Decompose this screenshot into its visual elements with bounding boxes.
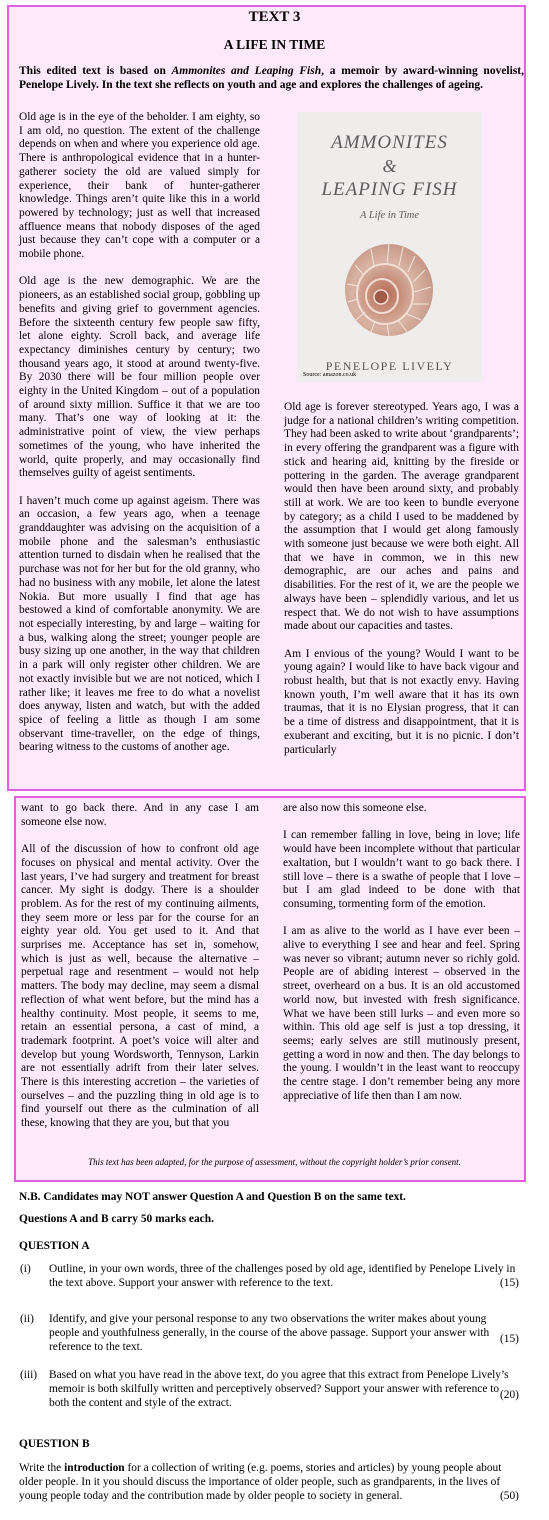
question-text: Outline, in your own words, three of the challenges posed by old age, identified by Penelope Lively in the text above. Support your answer with reference to the text. xyxy=(49,1263,516,1289)
text-number-heading: TEXT 3 xyxy=(248,9,301,25)
question-b-bold: introduction xyxy=(64,1462,125,1474)
ammonite-shell-icon xyxy=(341,232,437,342)
intro-suffix: , a memoir by award-winning novelist, Penelope Lively. In the text she reflects on youth and age and explores the challenges of ageing. xyxy=(19,65,524,91)
paragraph: I haven’t much come up against ageism. There was an occasion, a few years ago, when a teenage granddaughter was advising on the acquisition of a mobile phone and the salesman’s enthusiastic attention turned to disdain when he realised that the purchase was not for her but for the old granny, who had no business with any mobile, let alone the latest Nokia. But more usually I find that age has bestowed a kind of comfortable anonymity. We are not especially interesting, by and large – waiting for a bus, walking along the street; younger people are busy sizing up one another, in the way that children in a park will only register other children. We are not exactly invisible but we are not noticed, which I rather like; it leaves me free to do what a novelist does anyway, listen and watch, but with the added spice of feeling a little as though I am some observant time-traveller, on the edge of things, bearing witness to the customs of another age. xyxy=(19,494,260,754)
column-3 xyxy=(21,802,259,1145)
column-2 xyxy=(284,401,519,787)
question-marks: (15) xyxy=(500,1333,519,1345)
page-title: A LIFE IN TIME xyxy=(223,37,326,52)
question-number: (iii) xyxy=(20,1369,38,1381)
book-cover-ampersand: & xyxy=(382,156,397,176)
column-4 xyxy=(283,802,520,1117)
image-source-caption: Source: amazon.co.uk xyxy=(303,372,357,378)
paragraph: want to go back there. And in any case I am someone else now. xyxy=(21,802,259,828)
marks-instruction: Questions A and B carry 50 marks each. xyxy=(19,1213,214,1225)
book-cover-subtitle: A Life in Time xyxy=(359,210,420,221)
paragraph: Am I envious of the young? Would I want to be young again? I would like to have back vigour and robust health, but that is not exactly envy. Having known youth, I’m well aware that it has its own traumas, that it is no Elysian progress, that it can be a time of distress and disappointment, that it is exuberant and exciting, but it is no picnic. I don’t particularly xyxy=(284,647,519,756)
book-cover-title-line1: AMMONITES xyxy=(331,132,448,153)
book-cover-image xyxy=(297,112,482,382)
question-text: Based on what you have read in the above text, do you agree that this extract from Penelope Lively’s memoir is both skilfully written and perceptively observed? Support your answer with reference to both the content and style of the extract. xyxy=(49,1369,509,1409)
paragraph: Old age is forever stereotyped. Years ago, I was a judge for a national children’s writing competition. They had been asked to write about ‘grandparents’; in every offering the grandparent was a figure with stick and hearing aid, knitting by the fireside or pottering in the garden. The average grandparent would then have been around sixty, and probably still at work. We are too keen to bundle everyone by category; as a child I used to be maddened by the assumption that I would get along famously with someone just because we were both eight. All that we have in common, we in this new demographic, are our aches and pains and disabilities. For the rest of it, we are the people we always have been – splendidly various, and let us respect that. We do not wish to have assumptions made about our capacities and tastes. xyxy=(284,401,519,633)
question-b-suffix: for a collection of writing (e.g. poems, stories and articles) by young people about older people. In it you should discuss the importance of older people, such as grandparents, in the lives of young people today and the contribution made by older people to society in general. xyxy=(19,1462,502,1502)
question-marks: (20) xyxy=(500,1389,519,1401)
intro-book-title: Ammonites and Leaping Fish xyxy=(171,65,322,77)
paragraph: are also now this someone else. xyxy=(283,802,427,814)
intro-paragraph xyxy=(19,64,524,92)
question-marks: (50) xyxy=(500,1490,519,1502)
question-a-heading: QUESTION A xyxy=(19,1240,90,1252)
intro-prefix: This edited text is based on xyxy=(19,65,172,77)
paragraph: Old age is the new demographic. We are the pioneers, as an established social group, gobbling up benefits and giving grief to government agencies. Before the sixteenth century few people saw fifty, let alone eighty. Scroll back, and average life expectancy diminishes century by century; two thousand years ago, it stood at around twenty-five. By 2030 there will be four million people over eighty in the United Kingdom – out of a population of around sixty million. Suffice it that we are too many. That’s one way of looking at it: the administrative point of view, the view perhaps sometimes of the young, who have inherited the world, quite properly, and may occasionally find themselves guilty of ageist sentiments. xyxy=(19,275,260,480)
paragraph: All of the discussion of how to confront old age focuses on physical and mental activity. Over the last years, I’ve had surgery and treatment for breast cancer. My sight is dodgy. There is a shoulder problem. As for the rest of my continuing ailments, they seem more or less par for the course for an eighty year old. You get used to it. And that surprises me. Acceptance has set in, somehow, which is just as well, because the alternative – perpetual rage and resentment – would not help matters. The body may decline, may seem a dismal reflection of what went before, but the mind has a healthy continuity. Most people, it seems to me, retain an essential persona, a cast of mind, a trademark footprint. A poet’s voice will alter and develop but young Wordsworth, Tennyson, Larkin are not essentially adrift from their later selves. There is this interesting accretion – the varieties of ourselves – and the puzzling thing in old age is to find yourself out there as the culmination of all these, knowing that they are you, but that you xyxy=(21,843,259,1130)
nb-instruction: N.B. Candidates may NOT answer Question A and Question B on the same text. xyxy=(19,1191,406,1203)
paragraph: Old age is in the eye of the beholder. I am eighty, so I am old, no question. The extent of the challenge depends on when and where you experience old age. There is anthropological evidence that in a hunter-gatherer society the old are valued simply for experience, their bank of hunter-gatherer knowledge. Things aren’t quite like this in a world powered by technology; just as well that increased affluence means that nobody disposes of the aged just because they can’t cope with a computer or a mobile phone. xyxy=(19,111,260,261)
column-1 xyxy=(19,111,260,769)
book-cover-title-line2: LEAPING FISH xyxy=(321,179,458,200)
copyright-disclaimer: This text has been adapted, for the purpose of assessment, without the copyright holder’s prior consent. xyxy=(88,1157,461,1167)
paragraph: I am as alive to the world as I have ever been – alive to everything I see and hear and feel. Spring was never so vibrant; autumn never so richly gold. People are of abiding interest – observed in the street, overheard on a bus. It is an old accustomed world now, but invested with fresh significance. What we have been still lurks – and even more so within. This old age self is just a top dressing, it seems; early selves are still mutinously present, getting a word in now and then. The day belongs to the young. I wouldn’t in the least want to reoccupy the centre stage. I don’t remember being any more appreciative of life then than I am now. xyxy=(283,925,520,1102)
question-marks: (15) xyxy=(500,1277,519,1289)
question-number: (i) xyxy=(20,1263,31,1275)
question-b-heading: QUESTION B xyxy=(19,1438,90,1450)
question-number: (ii) xyxy=(20,1313,34,1325)
question-b-text xyxy=(19,1462,524,1503)
question-text: Identify, and give your personal response to any two observations the writer makes about young people and youthfulness generally, in the course of the above passage. Support your answer with reference to the text. xyxy=(49,1313,490,1353)
paragraph: I can remember falling in love, being in love; life would have been incomplete without that particular exaltation, but I wouldn’t want to go back there. I still love – there is a swathe of people that I love – but I am glad indeed to be done with that consuming, tormenting form of the emotion. xyxy=(283,829,520,910)
question-b-prefix: Write the xyxy=(19,1462,65,1474)
book-cover-author: PENELOPE LIVELY xyxy=(325,359,454,373)
